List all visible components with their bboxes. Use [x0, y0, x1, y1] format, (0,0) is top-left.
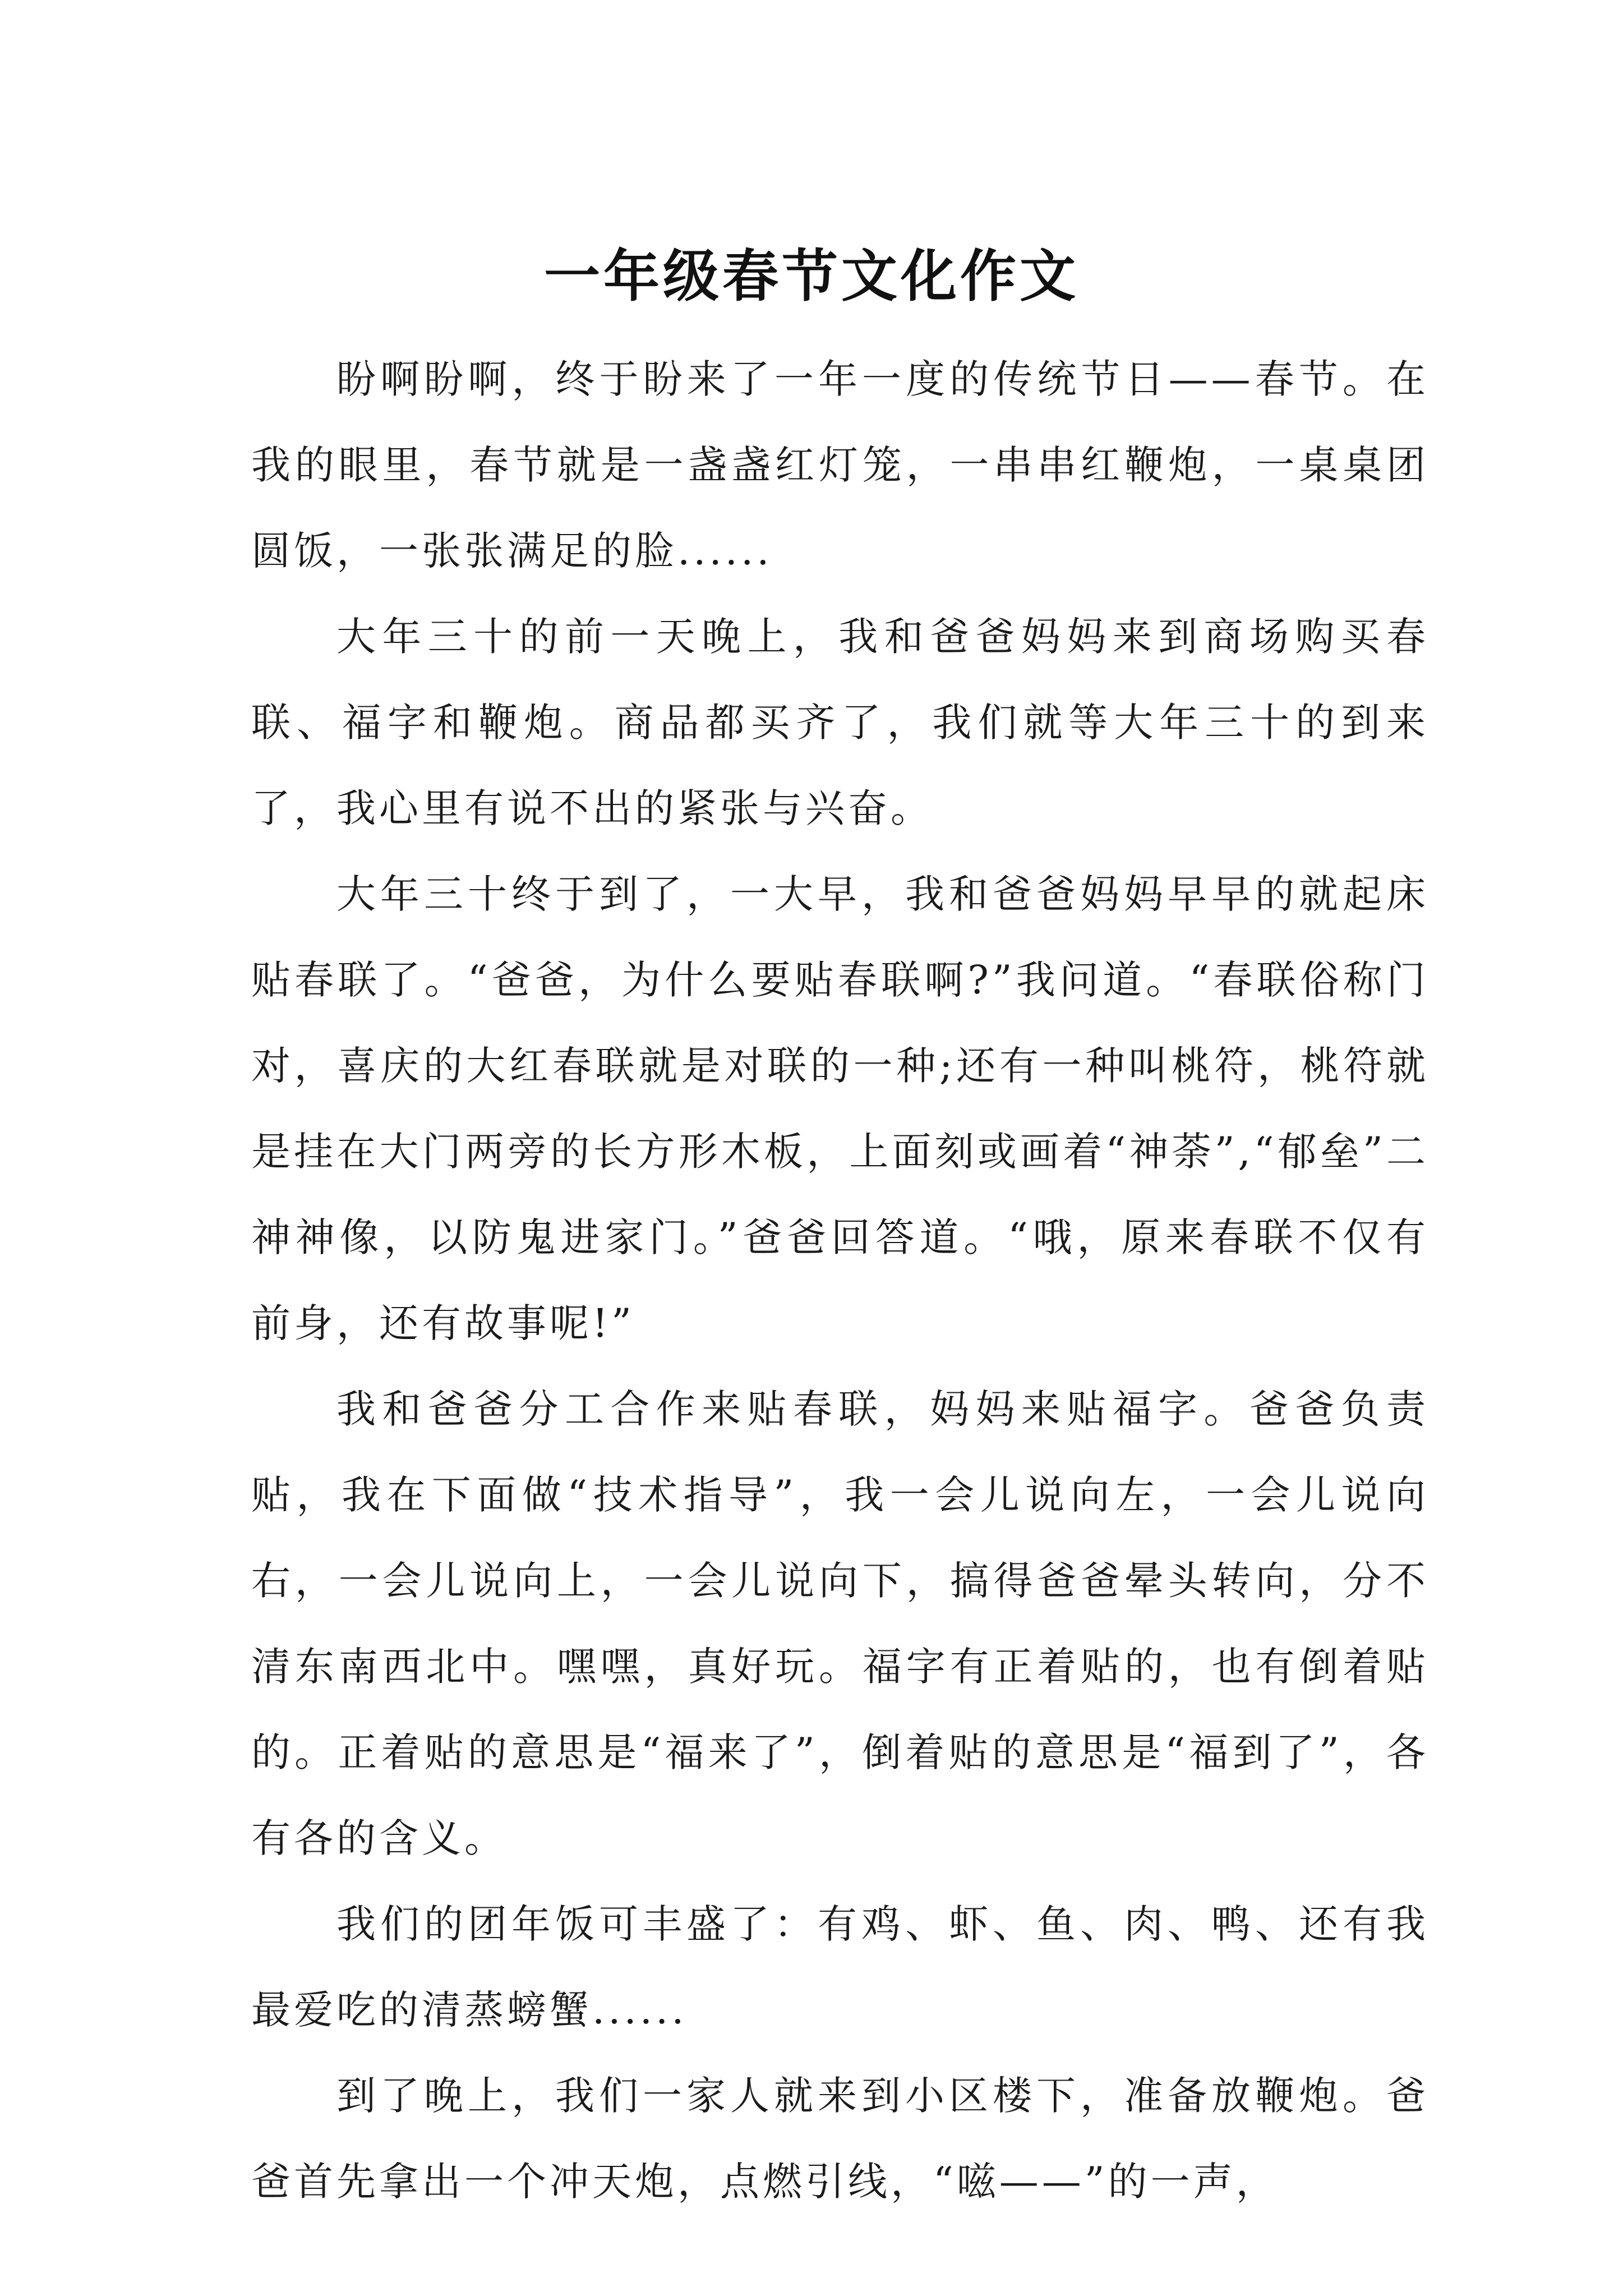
paragraph-5: 我们的团年饭可丰盛了：有鸡、虾、鱼、肉、鸭、还有我最爱吃的清蒸螃蟹......	[251, 1901, 1429, 2033]
paragraph-1: 盼啊盼啊，终于盼来了一年一度的传统节日——春节。在我的眼里，春节就是一盏盏红灯笼，一串串红鞭炮，一桌桌团圆饭，一张张满足的脸......	[251, 356, 1429, 574]
document-body	[251, 337, 1429, 2225]
paragraph-2: 大年三十的前一天晚上，我和爸爸妈妈来到商场购买春联、福字和鞭炮。商品都买齐了，我们就等大年三十的到来了，我心里有说不出的紧张与兴奋。	[251, 614, 1429, 831]
paragraph-4: 我和爸爸分工合作来贴春联，妈妈来贴福字。爸爸负责贴，我在下面做“技术指导”，我一会儿说向左，一会儿说向右，一会儿说向上，一会儿说向下，搞得爸爸晕头转向，分不清东南西北中。嘿嘿，真好玩。福字有正着贴的，也有倒着贴的。正着贴的意思是“福来了”，倒着贴的意思是“福到了”，各有各的含义。	[251, 1386, 1429, 1861]
document-title: 一年级春节文化作文	[544, 243, 1079, 309]
paragraph-3: 大年三十终于到了，一大早，我和爸爸妈妈早早的就起床贴春联了。“爸爸，为什么要贴春联啊?”我问道。“春联俗称门对，喜庆的大红春联就是对联的一种;还有一种叫桃符，桃符就是挂在大门两旁的长方形木板，上面刻或画着“神荼”,“郁垒”二神神像，以防鬼进家门。”爸爸回答道。“哦，原来春联不仅有前身，还有故事呢!”	[251, 871, 1429, 1346]
paragraph-6: 到了晚上，我们一家人就来到小区楼下，准备放鞭炮。爸爸首先拿出一个冲天炮，点燃引线，“嗞——”的一声，	[251, 2073, 1429, 2205]
